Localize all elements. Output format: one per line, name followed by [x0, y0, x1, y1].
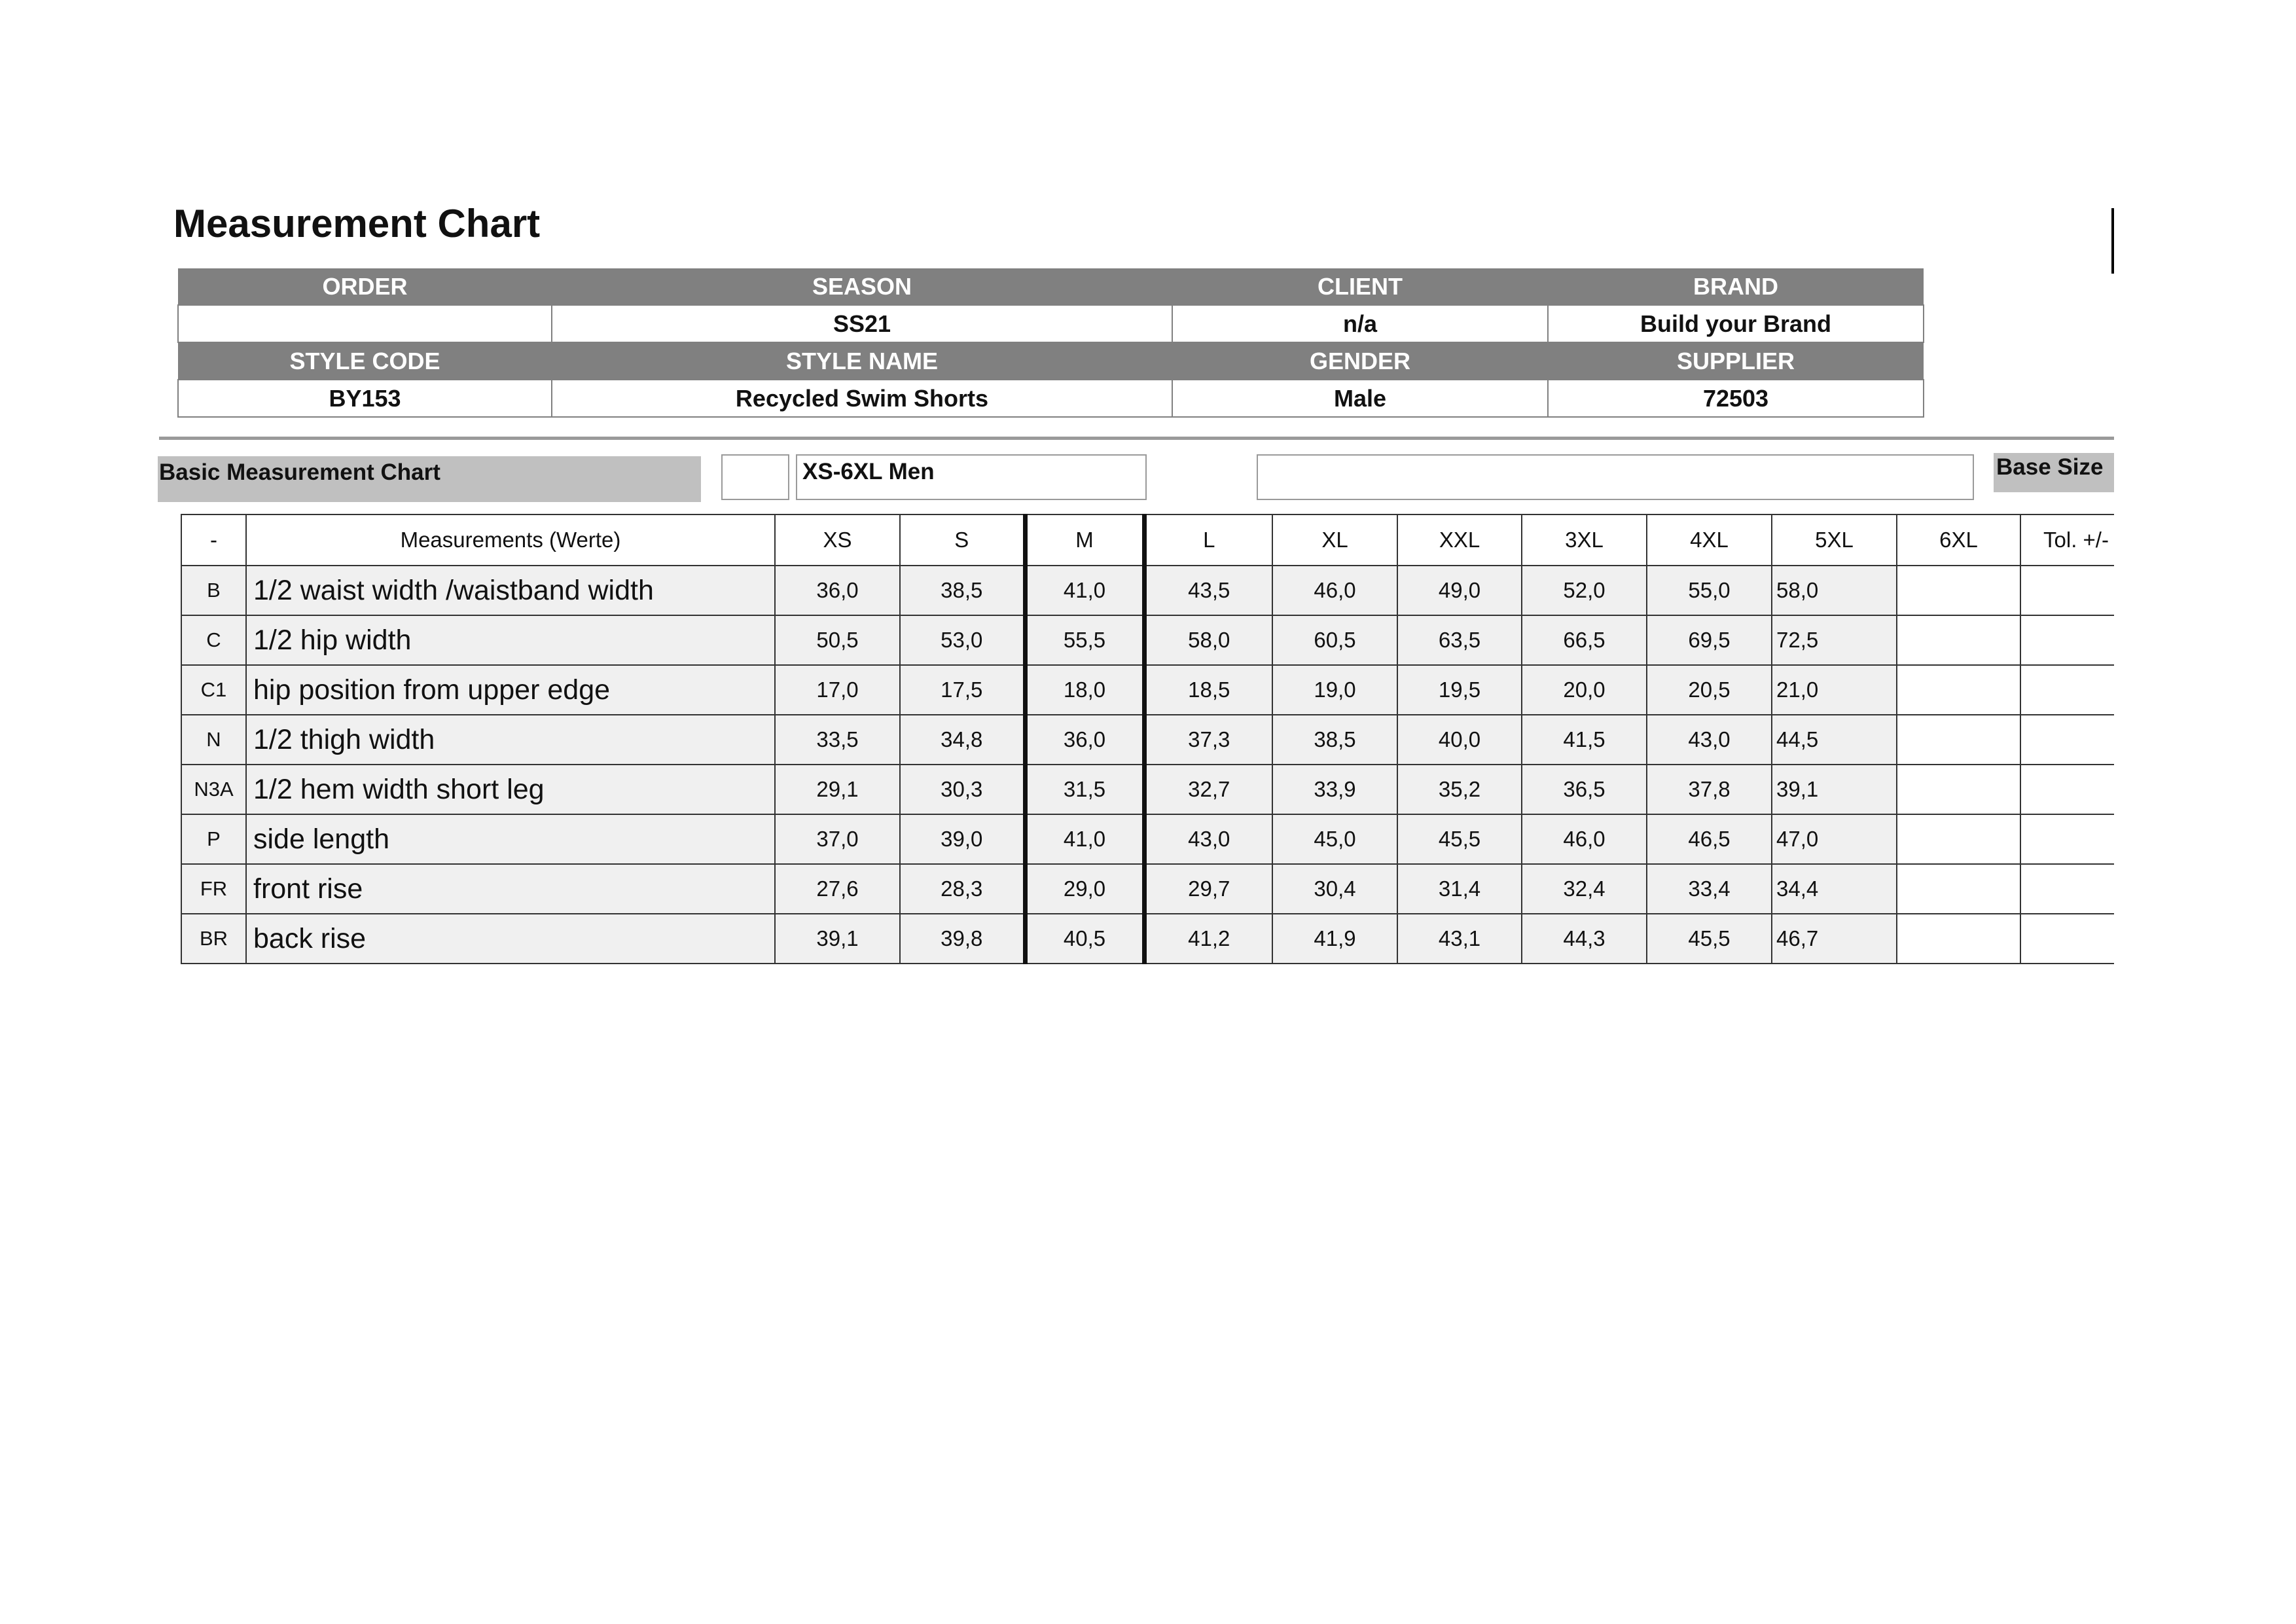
client-header: CLIENT	[1172, 268, 1548, 305]
info-value-row-2	[178, 380, 1924, 417]
measurement-value	[2020, 665, 2114, 715]
measurement-name: 1/2 hem width short leg	[246, 765, 775, 814]
style-info-table	[177, 268, 1924, 418]
measurement-value: 34,8	[900, 715, 1025, 765]
measurement-value: 55,5	[1025, 615, 1144, 665]
column-header: 5XL	[1772, 514, 1897, 566]
measurement-value: 38,5	[1272, 715, 1397, 765]
client-value: n/a	[1172, 305, 1548, 342]
measurement-value: 33,5	[775, 715, 900, 765]
measurement-value: 31,4	[1397, 864, 1522, 914]
measurement-code: N	[181, 715, 246, 765]
measurement-value: 20,0	[1522, 665, 1647, 715]
measurement-value: 41,5	[1522, 715, 1647, 765]
table-row	[181, 665, 2114, 715]
measurement-value: 39,1	[1772, 765, 1897, 814]
measurement-value: 46,0	[1272, 566, 1397, 615]
measurement-name: 1/2 hip width	[246, 615, 775, 665]
column-header: L	[1144, 514, 1272, 566]
measurement-value: 41,2	[1144, 914, 1272, 964]
measurement-value: 45,5	[1647, 914, 1772, 964]
measurement-value	[1897, 566, 2020, 615]
measurement-value: 30,3	[900, 765, 1025, 814]
measurement-value: 37,3	[1144, 715, 1272, 765]
measurement-value: 69,5	[1647, 615, 1772, 665]
measurement-value: 32,4	[1522, 864, 1647, 914]
measurement-value: 45,0	[1272, 814, 1397, 864]
measurement-value: 50,5	[775, 615, 900, 665]
measurement-value: 41,9	[1272, 914, 1397, 964]
measurement-value: 37,0	[775, 814, 900, 864]
measurement-value: 58,0	[1144, 615, 1272, 665]
style-code-value: BY153	[178, 380, 552, 417]
measurement-value: 58,0	[1772, 566, 1897, 615]
brand-value: Build your Brand	[1548, 305, 1924, 342]
gender-header: GENDER	[1172, 342, 1548, 380]
measurement-value: 40,5	[1025, 914, 1144, 964]
measurement-value: 27,6	[775, 864, 900, 914]
measurement-value: 18,0	[1025, 665, 1144, 715]
column-header: 4XL	[1647, 514, 1772, 566]
column-header: -	[181, 514, 246, 566]
measurement-grid-container	[181, 514, 2114, 964]
section-divider	[159, 437, 2114, 440]
style-code-header: STYLE CODE	[178, 342, 552, 380]
measurement-value: 49,0	[1397, 566, 1522, 615]
table-row	[181, 715, 2114, 765]
measurement-value: 17,0	[775, 665, 900, 715]
measurement-value: 43,5	[1144, 566, 1272, 615]
section-label: Basic Measurement Chart	[158, 456, 701, 502]
measurement-value: 39,1	[775, 914, 900, 964]
measurement-name: 1/2 waist width /waistband width	[246, 566, 775, 615]
measurement-value: 30,4	[1272, 864, 1397, 914]
measurement-value: 52,0	[1522, 566, 1647, 615]
measurement-value	[1897, 715, 2020, 765]
measurement-value: 29,0	[1025, 864, 1144, 914]
notes-field	[1257, 454, 1974, 500]
order-header: ORDER	[178, 268, 552, 305]
measurement-value: 40,0	[1397, 715, 1522, 765]
measurement-value: 36,5	[1522, 765, 1647, 814]
measurement-value: 55,0	[1647, 566, 1772, 615]
measurement-value: 20,5	[1647, 665, 1772, 715]
measurement-value: 43,1	[1397, 914, 1522, 964]
measurement-grid	[181, 514, 2114, 964]
table-row	[181, 814, 2114, 864]
measurement-name: back rise	[246, 914, 775, 964]
measurement-value: 46,7	[1772, 914, 1897, 964]
measurement-value: 66,5	[1522, 615, 1647, 665]
season-header: SEASON	[552, 268, 1172, 305]
measurement-value	[1897, 814, 2020, 864]
measurement-value: 38,5	[900, 566, 1025, 615]
measurement-value	[1897, 615, 2020, 665]
measurement-code: BR	[181, 914, 246, 964]
info-value-row-1	[178, 305, 1924, 342]
table-row	[181, 914, 2114, 964]
measurement-value: 41,0	[1025, 814, 1144, 864]
column-header: XL	[1272, 514, 1397, 566]
measurement-name: 1/2 thigh width	[246, 715, 775, 765]
measurement-value: 18,5	[1144, 665, 1272, 715]
measurement-value: 17,5	[900, 665, 1025, 715]
info-header-row-1	[178, 268, 1924, 305]
brand-header: BRAND	[1548, 268, 1924, 305]
measurement-value: 19,0	[1272, 665, 1397, 715]
measurement-value: 43,0	[1144, 814, 1272, 864]
measurement-value: 39,8	[900, 914, 1025, 964]
measurement-value: 53,0	[900, 615, 1025, 665]
measurement-value	[1897, 665, 2020, 715]
measurement-value	[2020, 914, 2114, 964]
page-title: Measurement Chart	[173, 202, 541, 245]
gender-value: Male	[1172, 380, 1548, 417]
measurement-value: 29,1	[775, 765, 900, 814]
measurement-code: B	[181, 566, 246, 615]
measurement-value: 33,9	[1272, 765, 1397, 814]
measurement-value: 33,4	[1647, 864, 1772, 914]
measurement-value: 21,0	[1772, 665, 1897, 715]
measurement-value: 46,0	[1522, 814, 1647, 864]
measurement-value: 37,8	[1647, 765, 1772, 814]
measurement-name: side length	[246, 814, 775, 864]
supplier-value: 72503	[1548, 380, 1924, 417]
column-header: XS	[775, 514, 900, 566]
table-row	[181, 864, 2114, 914]
measurement-value: 28,3	[900, 864, 1025, 914]
size-range-field: XS-6XL Men	[796, 454, 1147, 500]
column-header: 6XL	[1897, 514, 2020, 566]
measurement-value	[2020, 566, 2114, 615]
table-row	[181, 765, 2114, 814]
grid-header-row	[181, 514, 2114, 566]
measurement-value: 29,7	[1144, 864, 1272, 914]
supplier-header: SUPPLIER	[1548, 342, 1924, 380]
measurement-value: 36,0	[1025, 715, 1144, 765]
measurement-value: 32,7	[1144, 765, 1272, 814]
measurement-code: C1	[181, 665, 246, 715]
measurement-value: 72,5	[1772, 615, 1897, 665]
column-header: Tol. +/-	[2020, 514, 2114, 566]
measurement-value: 46,5	[1647, 814, 1772, 864]
measurement-value: 63,5	[1397, 615, 1522, 665]
column-header: XXL	[1397, 514, 1522, 566]
base-size-label: Base Size	[1994, 453, 2114, 492]
measurement-value	[2020, 615, 2114, 665]
measurement-value: 31,5	[1025, 765, 1144, 814]
column-header: M	[1025, 514, 1144, 566]
measurement-value: 19,5	[1397, 665, 1522, 715]
info-header-row-2	[178, 342, 1924, 380]
edge-marker	[2111, 208, 2114, 274]
measurement-value: 41,0	[1025, 566, 1144, 615]
measurement-value	[2020, 715, 2114, 765]
measurement-code: P	[181, 814, 246, 864]
column-header: 3XL	[1522, 514, 1647, 566]
table-row	[181, 615, 2114, 665]
measurement-code: C	[181, 615, 246, 665]
measurement-value: 47,0	[1772, 814, 1897, 864]
style-name-value: Recycled Swim Shorts	[552, 380, 1172, 417]
column-header: S	[900, 514, 1025, 566]
measurement-code: FR	[181, 864, 246, 914]
season-value: SS21	[552, 305, 1172, 342]
measurement-value: 43,0	[1647, 715, 1772, 765]
measurement-value: 44,5	[1772, 715, 1897, 765]
measurement-value	[1897, 765, 2020, 814]
column-header: Measurements (Werte)	[246, 514, 775, 566]
measurement-value	[2020, 814, 2114, 864]
measurement-value: 35,2	[1397, 765, 1522, 814]
measurement-value	[2020, 765, 2114, 814]
measurement-name: front rise	[246, 864, 775, 914]
measurement-value: 39,0	[900, 814, 1025, 864]
measurement-value	[1897, 914, 2020, 964]
measurement-value: 36,0	[775, 566, 900, 615]
measurement-value: 34,4	[1772, 864, 1897, 914]
blank-field	[721, 454, 789, 500]
measurement-code: N3A	[181, 765, 246, 814]
measurement-value	[1897, 864, 2020, 914]
measurement-value	[2020, 864, 2114, 914]
table-row	[181, 566, 2114, 615]
measurement-value: 60,5	[1272, 615, 1397, 665]
order-value	[178, 305, 552, 342]
measurement-value: 44,3	[1522, 914, 1647, 964]
measurement-value: 45,5	[1397, 814, 1522, 864]
measurement-name: hip position from upper edge	[246, 665, 775, 715]
style-name-header: STYLE NAME	[552, 342, 1172, 380]
